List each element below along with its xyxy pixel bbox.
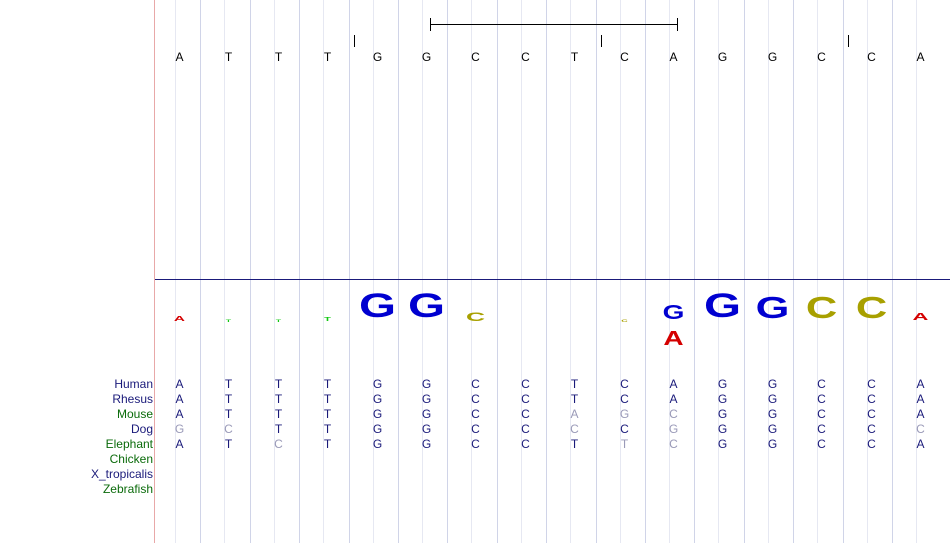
alignment-base: T [274, 407, 283, 421]
base-gridline [373, 0, 374, 543]
alignment-base: G [767, 377, 778, 391]
base-gridline [892, 0, 893, 543]
alignment-base: A [175, 392, 184, 406]
alignment-base: G [767, 437, 778, 451]
reference-base: C [471, 50, 480, 64]
species-label[interactable]: Zebrafish [102, 482, 153, 496]
species-label[interactable]: Elephant [105, 437, 153, 451]
base-gridline [867, 0, 868, 543]
reference-base: G [767, 50, 778, 64]
alignment-base: C [471, 392, 480, 406]
base-gridline [447, 0, 448, 543]
alignment-base: G [421, 437, 432, 451]
alignment-base: C [817, 407, 826, 421]
alignment-base: C [471, 422, 480, 436]
base-gridline [398, 0, 399, 543]
alignment-base: A [669, 377, 678, 391]
alignment-base: T [274, 392, 283, 406]
base-gridline [793, 0, 794, 543]
alignment-base: T [323, 392, 332, 406]
alignment-base: G [717, 422, 728, 436]
phylop-logo-letter: G [358, 287, 397, 325]
alignment-base: C [867, 422, 876, 436]
coordinate-tick [848, 35, 849, 47]
alignment-base: T [323, 407, 332, 421]
alignment-base: G [767, 422, 778, 436]
scale-bar [430, 24, 678, 25]
alignment-base: C [817, 377, 826, 391]
alignment-base: G [717, 377, 728, 391]
alignment-base: C [916, 422, 925, 436]
alignment-base: G [767, 407, 778, 421]
alignment-base: C [620, 377, 629, 391]
alignment-base: T [274, 422, 283, 436]
base-gridline [497, 0, 498, 543]
alignment-base: T [323, 422, 332, 436]
alignment-base: C [471, 437, 480, 451]
alignment-base: G [668, 422, 679, 436]
reference-base: T [323, 50, 332, 64]
alignment-base: C [224, 422, 233, 436]
alignment-base: T [323, 377, 332, 391]
base-gridline [274, 0, 275, 543]
species-label[interactable]: X_tropicalis [90, 467, 153, 481]
alignment-base: T [620, 437, 629, 451]
alignment-base: A [175, 437, 184, 451]
alignment-base: C [867, 377, 876, 391]
track-divider-line [155, 279, 950, 280]
alignment-base: C [867, 437, 876, 451]
alignment-base: G [174, 422, 185, 436]
reference-base: A [175, 50, 184, 64]
base-gridline [694, 0, 695, 543]
phylop-logo-letter: T [324, 317, 331, 323]
base-gridline [596, 0, 597, 543]
alignment-base: G [421, 407, 432, 421]
alignment-base: C [620, 392, 629, 406]
alignment-base: T [570, 377, 579, 391]
base-gridline [718, 0, 719, 543]
alignment-base: C [274, 437, 283, 451]
alignment-base: G [372, 392, 383, 406]
reference-base: C [817, 50, 826, 64]
alignment-base: G [421, 392, 432, 406]
alignment-base: A [916, 407, 925, 421]
species-label[interactable]: Rhesus [112, 392, 153, 406]
alignment-base: T [224, 407, 233, 421]
coordinate-tick [354, 35, 355, 47]
alignment-base: C [669, 407, 678, 421]
alignment-base: A [916, 392, 925, 406]
alignment-base: C [521, 407, 530, 421]
base-gridline [817, 0, 818, 543]
scale-bar-right-tick [677, 18, 678, 31]
phylop-logo-letter: C [621, 318, 628, 323]
alignment-base: A [669, 392, 678, 406]
base-gridline [299, 0, 300, 543]
alignment-base: T [570, 392, 579, 406]
base-gridline [250, 0, 251, 543]
reference-base: G [372, 50, 383, 64]
alignment-base: C [521, 437, 530, 451]
base-gridline [843, 0, 844, 543]
base-gridline [471, 0, 472, 543]
alignment-base: G [421, 377, 432, 391]
species-label[interactable]: Human [114, 377, 153, 391]
alignment-base: C [570, 422, 579, 436]
alignment-base: A [570, 407, 579, 421]
label-gutter-divider [154, 0, 155, 543]
alignment-base: A [175, 407, 184, 421]
phylop-logo-letter: G [755, 290, 790, 325]
base-gridline [175, 0, 176, 543]
reference-base: T [570, 50, 579, 64]
alignment-base: T [224, 437, 233, 451]
reference-base: A [916, 50, 925, 64]
phylop-logo-letter: C [855, 290, 888, 325]
base-gridline [224, 0, 225, 543]
alignment-base: G [421, 422, 432, 436]
reference-base: C [867, 50, 876, 64]
alignment-base: G [372, 407, 383, 421]
base-gridline [546, 0, 547, 543]
base-gridline [620, 0, 621, 543]
phylop-logo-letter: G [662, 302, 685, 324]
alignment-base: G [372, 437, 383, 451]
alignment-base: C [669, 437, 678, 451]
phylop-logo-letter: A [912, 312, 929, 323]
reference-base: T [224, 50, 233, 64]
reference-base: C [521, 50, 530, 64]
reference-base: G [717, 50, 728, 64]
alignment-base: A [916, 437, 925, 451]
base-gridline [200, 0, 201, 543]
alignment-base: A [175, 377, 184, 391]
reference-base: T [274, 50, 283, 64]
alignment-base: C [521, 377, 530, 391]
phylop-logo-letter: C [805, 290, 838, 325]
phylop-logo-letter: G [407, 287, 446, 325]
scale-bar-left-tick [430, 18, 431, 31]
base-gridline [916, 0, 917, 543]
coordinate-tick [601, 35, 602, 47]
alignment-base: C [471, 407, 480, 421]
alignment-base: C [620, 422, 629, 436]
base-gridline [645, 0, 646, 543]
reference-base: G [421, 50, 432, 64]
alignment-base: G [372, 377, 383, 391]
phylop-logo-letter: A [173, 316, 186, 323]
base-gridline [768, 0, 769, 543]
reference-base: A [669, 50, 678, 64]
species-label[interactable]: Chicken [109, 452, 153, 466]
alignment-base: G [767, 392, 778, 406]
alignment-base: T [274, 377, 283, 391]
phylop-logo-letter: T [225, 318, 232, 323]
base-gridline [422, 0, 423, 543]
alignment-base: T [323, 437, 332, 451]
alignment-base: C [471, 377, 480, 391]
phylop-logo-letter: A [663, 328, 684, 350]
alignment-base: G [372, 422, 383, 436]
alignment-base: G [717, 437, 728, 451]
phylop-logo-letter: T [275, 318, 282, 323]
alignment-base: A [916, 377, 925, 391]
alignment-base: T [570, 437, 579, 451]
alignment-base: C [817, 392, 826, 406]
base-gridline [349, 0, 350, 543]
alignment-base: C [817, 437, 826, 451]
base-gridline [744, 0, 745, 543]
alignment-base: G [717, 407, 728, 421]
alignment-base: T [224, 392, 233, 406]
alignment-base: C [521, 392, 530, 406]
base-gridline [570, 0, 571, 543]
base-gridline [323, 0, 324, 543]
alignment-base: G [619, 407, 630, 421]
alignment-base: T [224, 377, 233, 391]
alignment-base: C [867, 407, 876, 421]
phylop-logo-letter: G [703, 287, 742, 325]
alignment-base: C [521, 422, 530, 436]
base-gridline [669, 0, 670, 543]
alignment-base: C [817, 422, 826, 436]
species-label[interactable]: Dog [130, 422, 153, 436]
alignment-base: C [867, 392, 876, 406]
reference-base: C [620, 50, 629, 64]
base-gridline [521, 0, 522, 543]
species-label[interactable]: Mouse [116, 407, 153, 421]
phylop-logo-letter: C [465, 310, 486, 324]
alignment-base: G [717, 392, 728, 406]
